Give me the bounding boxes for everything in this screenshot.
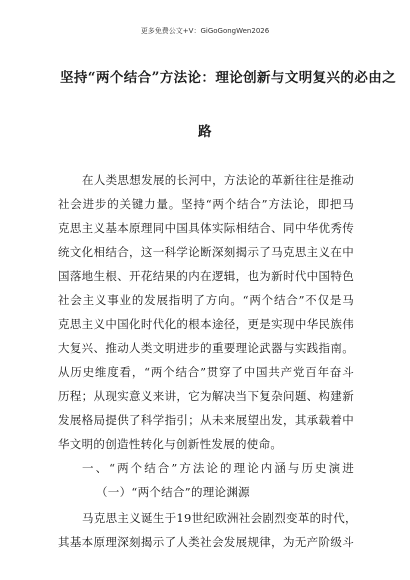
page-header: 更多免费公文+V：GiGoGongWen2026	[140, 27, 270, 35]
body-line: 统文化相结合，这一科学论断深刻揭示了马克思主义在中	[58, 245, 354, 259]
body-line: 从历史维度看，“两个结合”贯穿了中国共产党百年奋斗	[58, 365, 354, 379]
body-line: 大复兴、推动人类文明进步的重要理论武器与实践指南。	[58, 341, 354, 355]
body-line: 克思主义基本原理同中国具体实际相结合、同中华优秀传	[58, 221, 354, 235]
body-line: 在人类思想发展的长河中，方法论的革新往往是推动	[82, 173, 354, 187]
document-title-line-1: 坚持“两个结合”方法论：理论创新与文明复兴的必由之	[60, 70, 397, 86]
body-line: 社会主义事业的发展指明了方向。“两个结合”不仅是马	[58, 293, 354, 307]
body-line: 社会进步的关键力量。坚持“两个结合”方法论，即把马	[58, 197, 354, 211]
document-title-line-2: 路	[198, 124, 212, 140]
body-line: 历程；从现实意义来讲，它为解决当下复杂问题、构建新	[58, 389, 354, 403]
body-line: 克思主义中国化时代化的根本途径，更是实现中华民族伟	[58, 317, 354, 331]
body-line: 发展格局提供了科学指引；从未来展望出发，其承载着中	[58, 413, 354, 427]
body-line: 其基本原理深刻揭示了人类社会发展规律，为无产阶级斗	[58, 535, 354, 549]
body-line: 华文明的创造性转化与创新性发展的使命。	[58, 437, 283, 451]
subsection-heading: （一）“两个结合”的理论渊源	[96, 485, 250, 499]
section-heading: 一、“两个结合”方法论的理论内涵与历史演进	[82, 461, 354, 475]
body-line: 马克思主义诞生于19世纪欧洲社会剧烈变革的时代，	[82, 511, 357, 525]
body-line: 国落地生根、开花结果的内在逻辑，也为新时代中国特色	[58, 269, 354, 283]
